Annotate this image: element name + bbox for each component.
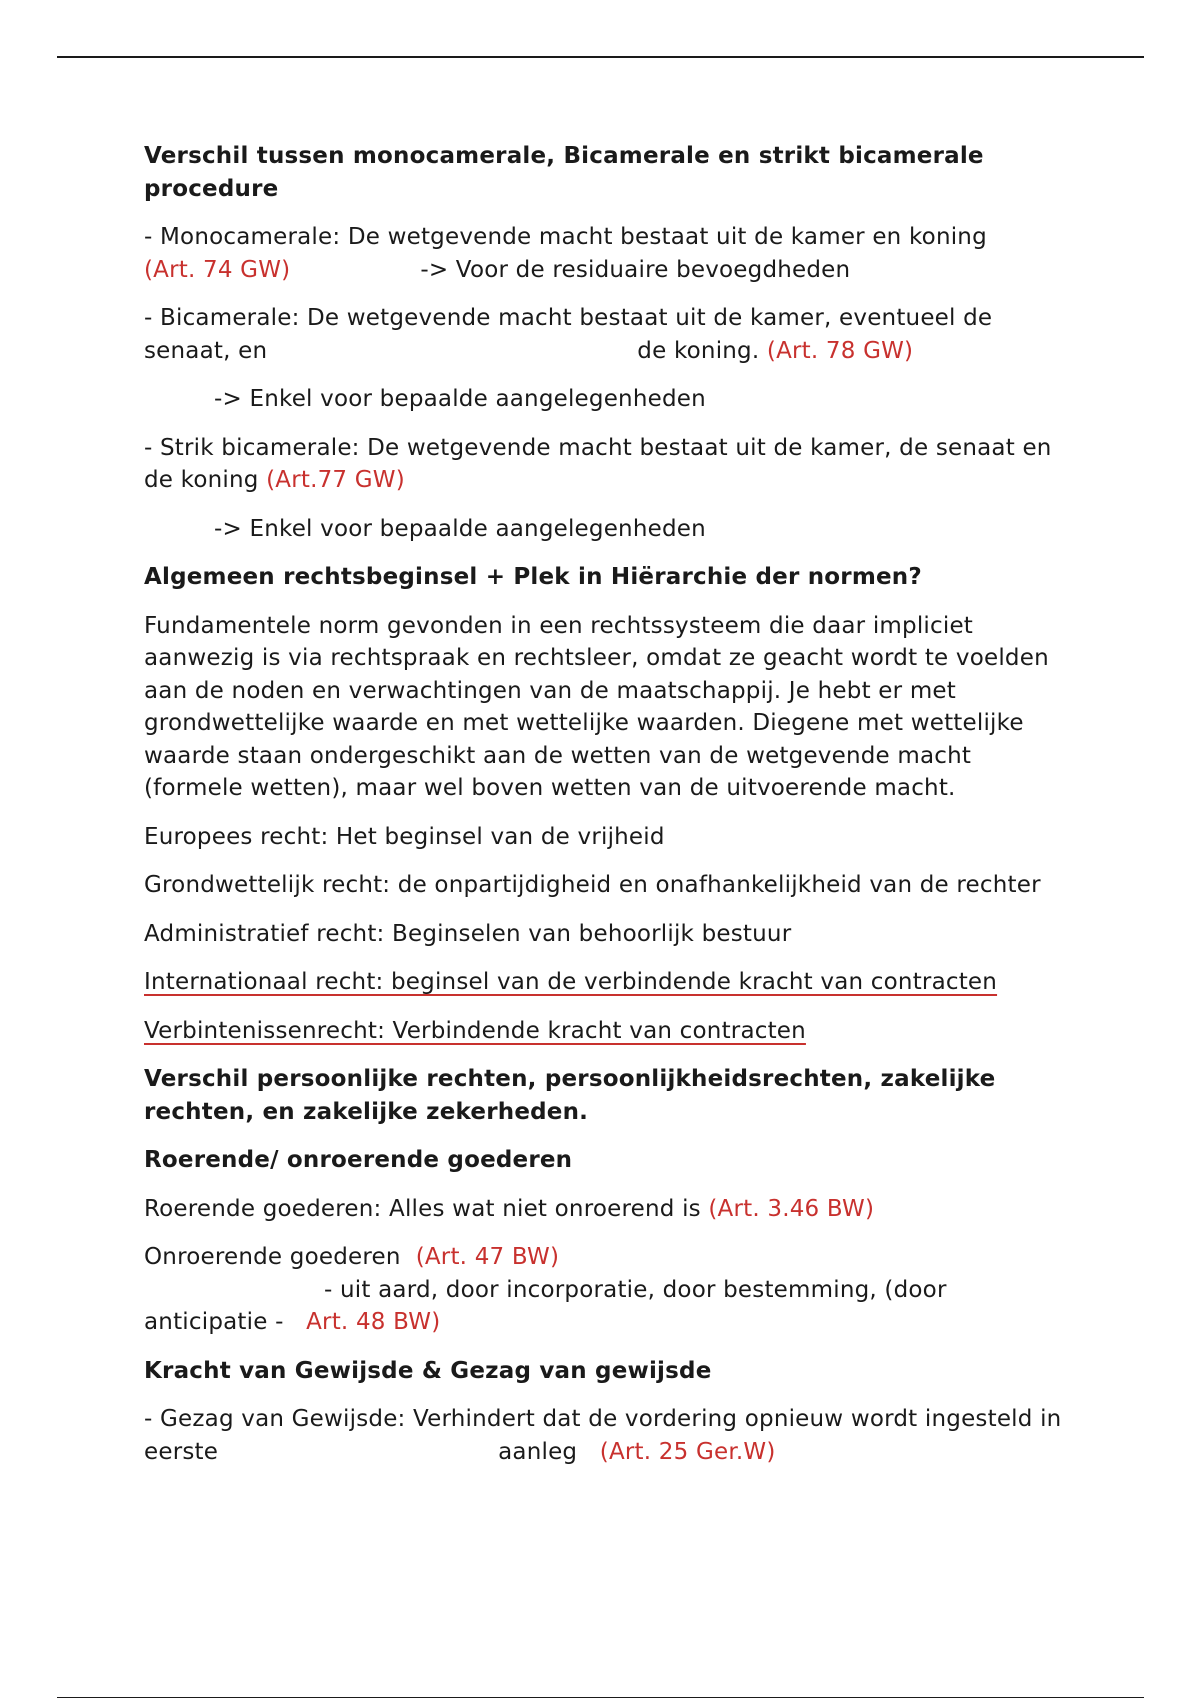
bi-text2: de koning. (637, 337, 760, 364)
paragraph-roerend (144, 1193, 1064, 1226)
example-administratief: Administratief recht: Beginselen van behoorlijk bestuur (144, 920, 792, 947)
onroerend-ref: (Art. 47 BW) (415, 1244, 560, 1270)
bi-ref: (Art. 78 GW) (766, 337, 914, 364)
heading-gewijsde: Kracht van Gewijsde & Gezag van gewijsde (144, 1357, 712, 1384)
gezag-text2: aanleg (498, 1438, 578, 1465)
gezag-ref: (Art. 25 Ger.W) (599, 1438, 776, 1465)
gezag-text1: - Gezag van Gewijsde: Verhindert dat de vordering opnieuw wordt ingesteld in eerste (144, 1406, 1062, 1465)
paragraph-onroerend (144, 1241, 1064, 1339)
mono-ref: (Art. 74 GW) (144, 256, 291, 283)
internationaal-text: Internationaal recht: beginsel van de verbindende kracht van contracten (144, 969, 998, 995)
mono-text: - Monocamerale: De wetgevende macht bestaat uit de kamer en koning (144, 224, 987, 250)
top-rule (57, 56, 1144, 58)
strict-text: - Strik bicamerale: De wetgevende macht bestaat uit de kamer, de senaat en de koning (144, 434, 1052, 493)
paragraph-gezag (144, 1403, 1064, 1468)
document-body (144, 140, 1064, 1484)
strict-note: -> Enkel voor bepaalde aangelegenheden (214, 515, 706, 542)
bi-text1: - Bicamerale: De wetgevende macht bestaat uit de kamer, eventueel de senaat, en (144, 305, 993, 364)
heading-rechtsbeginsel: Algemeen rechtsbeginsel + Plek in Hiërarchie der normen? (144, 564, 922, 590)
example-internationaal (144, 966, 1064, 999)
bottom-rule (57, 1697, 1144, 1698)
heading-goederen: Roerende/ onroerende goederen (144, 1147, 573, 1173)
onroerend-line3: anticipatie - (144, 1309, 284, 1335)
example-verbintenissen (144, 1015, 1064, 1048)
onroerend-line2: - uit aard, door incorporatie, door bestemming, (door (324, 1276, 947, 1303)
roerend-ref: (Art. 3.46 BW) (708, 1195, 875, 1222)
example-grondwettelijk: Grondwettelijk recht: de onpartijdigheid en onafhankelijkheid van de rechter (144, 872, 1041, 898)
heading-procedure: Verschil tussen monocamerale, Bicamerale en strikt bicamerale procedure (144, 143, 984, 202)
heading-rechten: Verschil persoonlijke rechten, persoonlijkheidsrechten, zakelijke rechten, en zakelijke zekerheden. (144, 1066, 996, 1125)
onroerend-text: Onroerende goederen (144, 1244, 401, 1270)
paragraph-bicamerale (144, 302, 1064, 367)
mono-note: -> Voor de residuaire bevoegdheden (420, 256, 851, 283)
strict-ref: (Art.77 GW) (266, 467, 405, 493)
paragraph-strikt (144, 432, 1064, 497)
verbintenissen-text: Verbintenissenrecht: Verbindende kracht van contracten (144, 1017, 806, 1044)
bi-note: -> Enkel voor bepaalde aangelegenheden (214, 386, 706, 412)
onroerend-ref2: Art. 48 BW) (306, 1309, 441, 1335)
roerend-text: Roerende goederen: Alles wat niet onroerend is (144, 1195, 701, 1222)
example-europees: Europees recht: Het beginsel van de vrijheid (144, 823, 665, 850)
paragraph-algemeen: Fundamentele norm gevonden in een rechtssysteem die daar impliciet aanwezig is via rechtspraak en rechtsleer, omdat ze geacht wordt te voelden aan de noden en verwachtingen van de maatschappij. Je hebt er met grondwettelijke waarde en met wettelijke waarden. Diegene met wettelijke waarde staan ondergeschikt aan de wetten van de wetgevende macht (formele wetten), maar wel boven wetten van de uitvoerende macht. (144, 612, 1049, 801)
paragraph-monocamerale (144, 221, 1064, 286)
